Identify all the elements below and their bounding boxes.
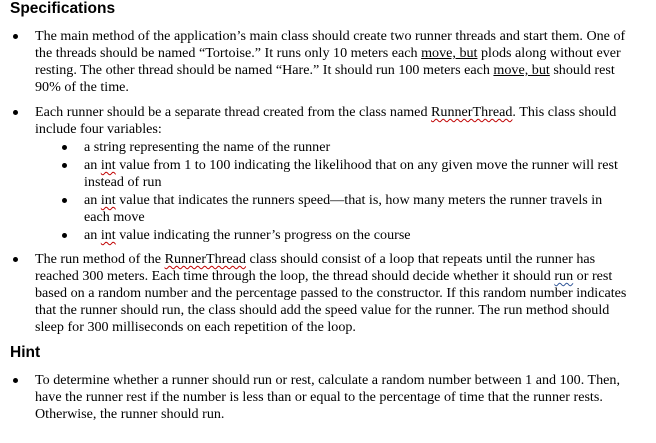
spec-text: The run method of the: [35, 251, 165, 267]
spec-text: Each runner should be a separate thread created from the class named: [35, 104, 432, 120]
spec-text: should rest 90% of the time.: [35, 62, 615, 95]
variable-item-rest: [0, 157, 629, 191]
variable-text: value indicating the runner’s progress on the course: [115, 227, 411, 243]
spec-bullet-threads: [0, 28, 635, 96]
int-keyword: int: [100, 192, 116, 208]
specifications-list-2: [0, 104, 635, 138]
variable-text: value from 1 to 100 indicating the likelihood that on any given move the runner will rest instead of run: [84, 157, 618, 190]
variable-text: an: [84, 157, 101, 173]
run-word: run: [554, 268, 574, 284]
variables-list: [0, 139, 629, 244]
hint-bullet: To determine whether a runner should run or rest, calculate a random number between 1 and 100. Then, have the runner rest if the number is less than or equal to the percentage of time that the runner rests. Otherwise, the runner should run.: [0, 372, 635, 423]
class-name: RunnerThread: [431, 104, 513, 120]
underlined-text: move, but: [421, 45, 478, 61]
spec-text: plods along without ever resting. The other thread should be named “Hare.” It should run 100 meters each: [35, 45, 621, 78]
spec-text: class should consist of a loop that repeats until the runner has reached 300 meters. Each time through the loop, the thread should decide whether it should: [35, 251, 596, 284]
variable-item-name: [0, 139, 629, 156]
specifications-list-3: [0, 251, 635, 336]
variable-item-progress: [0, 227, 629, 244]
spec-text: . This class should include four variables:: [35, 104, 617, 137]
variable-item-speed: [0, 192, 629, 226]
spec-text: or rest based on a random number and the percentage passed to the constructor. If this random number indicates that the runner should run, the class should add the speed value for the runner. The run method should sleep for 300 milliseconds on each repetition of the loop.: [35, 268, 627, 335]
int-keyword: int: [100, 157, 116, 173]
variable-text: an: [84, 227, 101, 243]
spec-text: The main method of the application’s main class should create two runner threads and start them. One of the threads should be named “Tortoise.” It runs only 10 meters each: [35, 28, 626, 61]
spec-bullet-run-method: [0, 251, 635, 336]
int-keyword: int: [100, 227, 116, 243]
underlined-text: move, but: [493, 62, 550, 78]
spec-bullet-runner-class: [0, 104, 635, 138]
specifications-list: [0, 28, 635, 96]
variable-text: an: [84, 192, 101, 208]
hint-list: [0, 372, 635, 423]
hint-heading: Hint: [10, 344, 41, 361]
class-name: RunnerThread: [164, 251, 246, 267]
variable-text: value that indicates the runners speed—that is, how many meters the runner travels in each move: [84, 192, 603, 225]
specifications-heading: Specifications: [10, 0, 116, 17]
variable-text: a string representing the name of the runner: [84, 139, 331, 155]
